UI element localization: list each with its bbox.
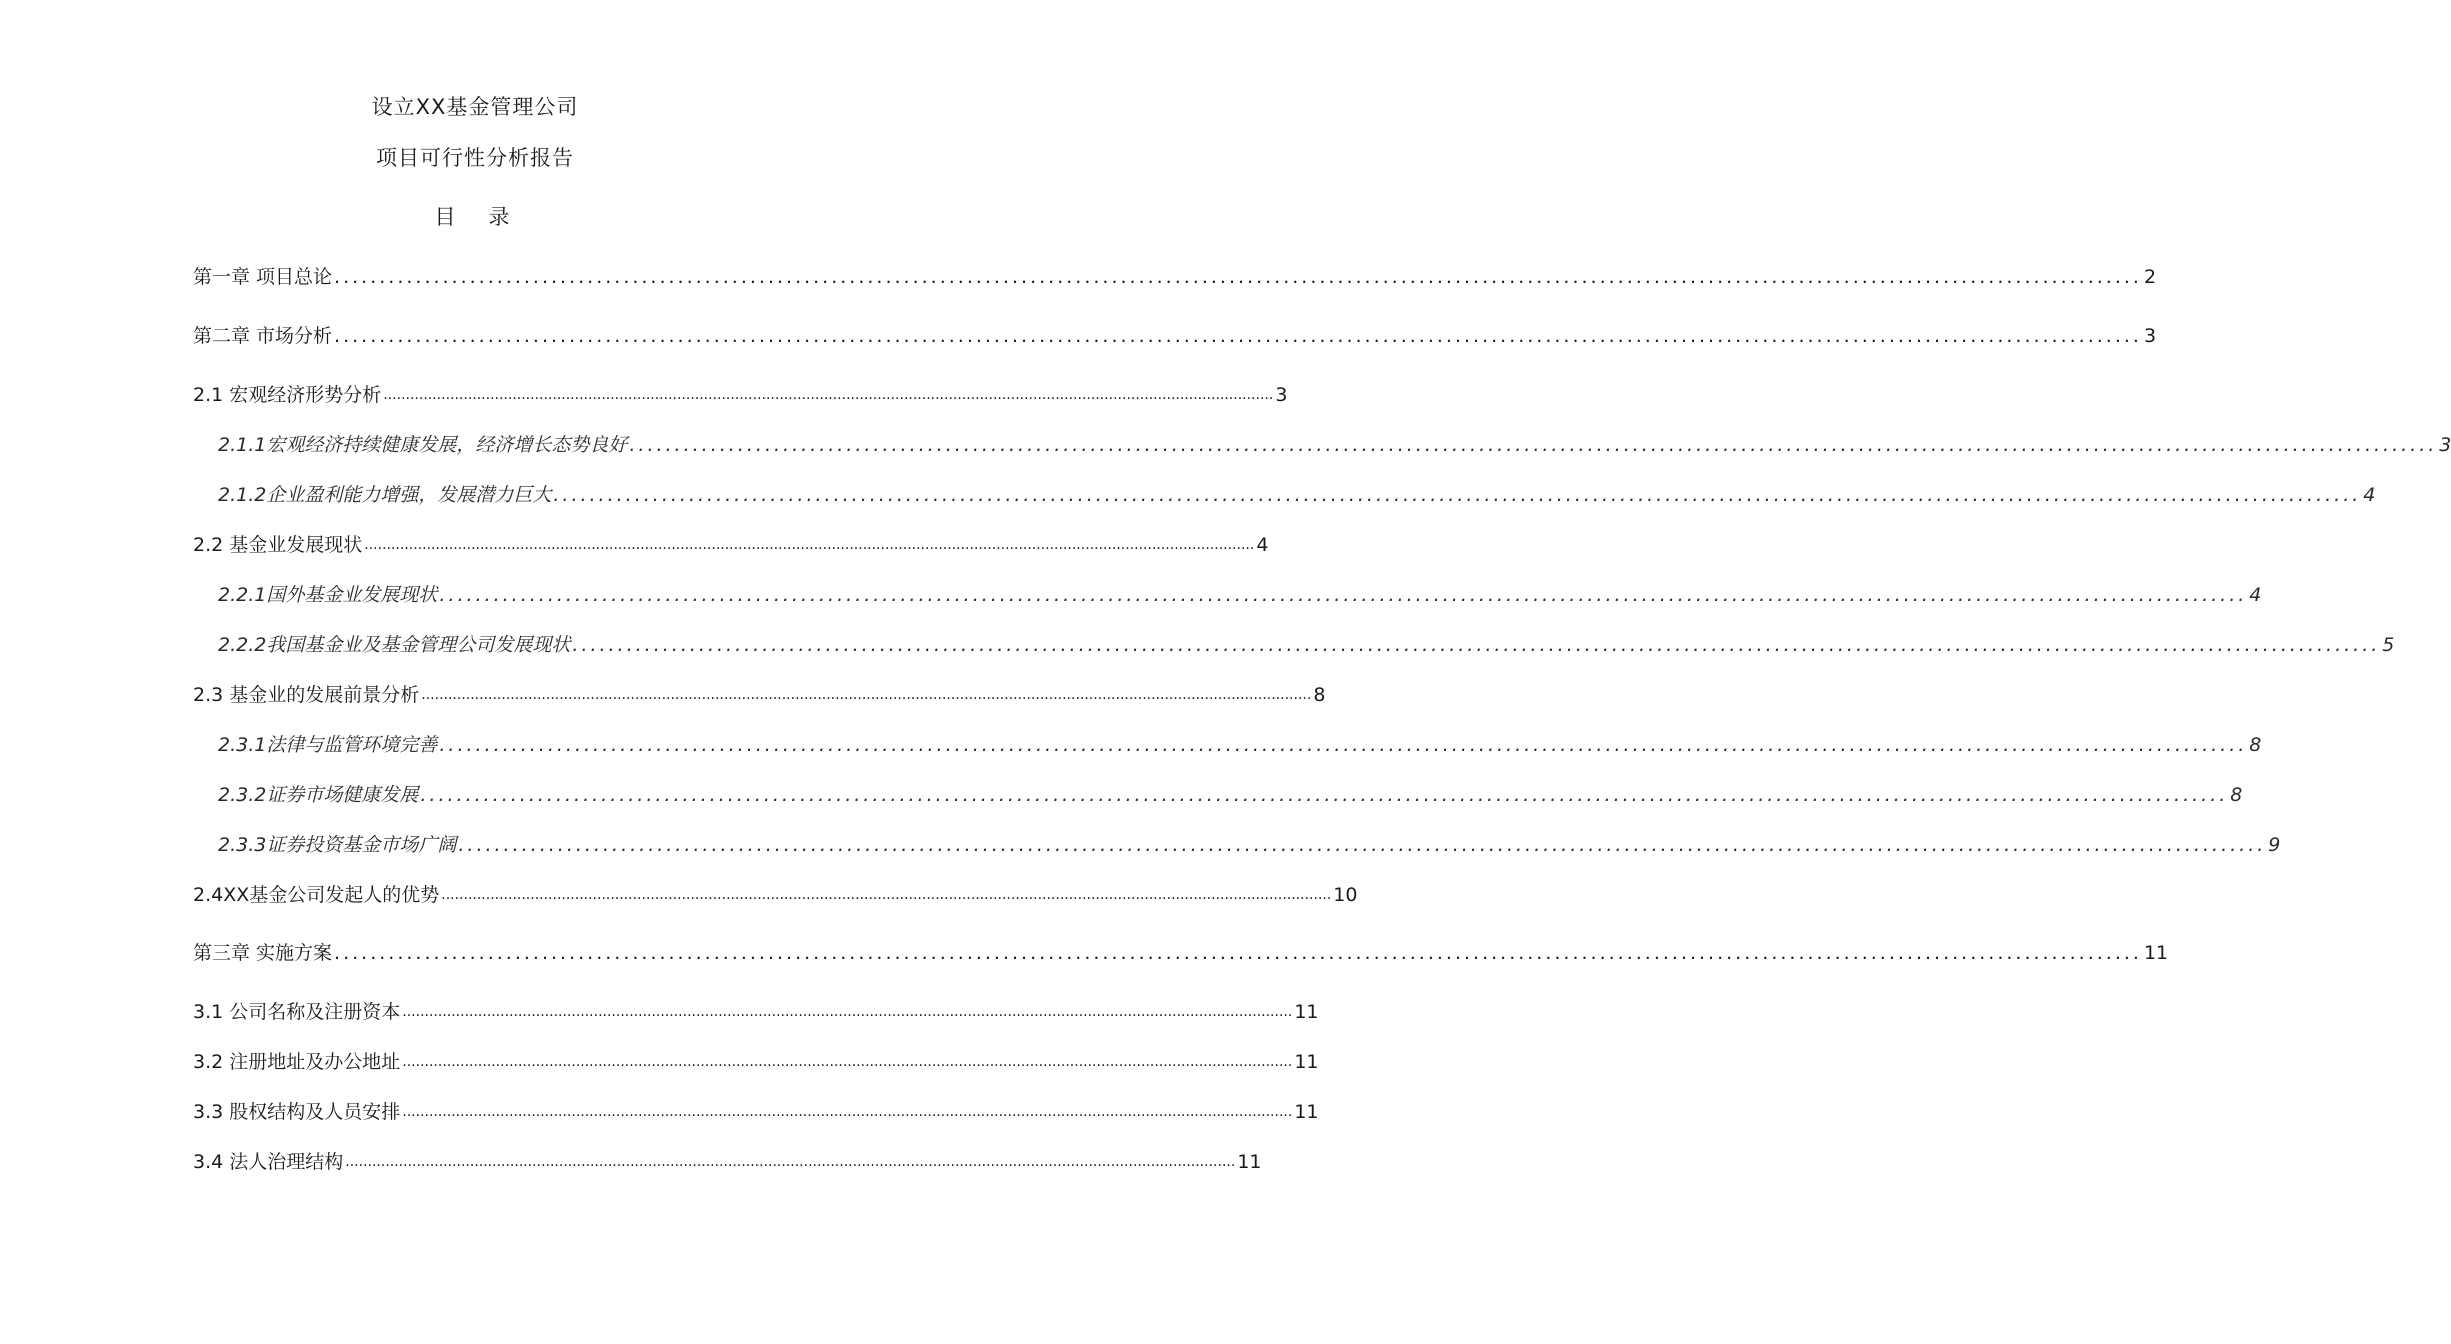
toc-dot-leader: ........................................................................................................................................................................................................ <box>334 266 2142 288</box>
toc-entry-title: 第二章 市场分析 <box>193 325 333 347</box>
toc-entry-title: 2.1.2企业盈利能力增强，发展潜力巨大 <box>218 484 552 506</box>
toc-entry-title: 2.2.1国外基金业发展现状 <box>218 584 438 606</box>
toc-entry[interactable] <box>218 730 2262 760</box>
toc-entry[interactable] <box>193 1047 1319 1077</box>
toc-entry-title: 2.1.1宏观经济持续健康发展，经济增长态势良好 <box>218 434 628 456</box>
toc-entry-title: 2.3.1法律与监管环境完善 <box>218 734 438 756</box>
toc-entry-title: 3.4 法人治理结构 <box>193 1151 344 1173</box>
toc-page-number: 11 <box>2143 942 2169 964</box>
document-title-line2: 项目可行性分析报告 <box>376 146 574 170</box>
toc-page-number: 3 <box>2143 325 2157 347</box>
toc-page-number: 11 <box>1237 1151 1262 1173</box>
toc-dot-leader: ........................................................................................................................................................................................................ <box>345 1154 1236 1170</box>
toc-dot-leader: ........................................................................................................................................................................................................ <box>402 1104 1293 1120</box>
toc-dot-leader: ........................................................................................................................................................................................................ <box>441 887 1332 903</box>
toc-dot-leader: ........................................................................................................................................................................................................ <box>402 1054 1293 1070</box>
toc-dot-leader: ........................................................................................................................................................................................................ <box>334 942 2142 964</box>
toc-entry[interactable] <box>218 580 2262 610</box>
toc-entry-title: 2.3 基金业的发展前景分析 <box>193 684 420 706</box>
toc-entry-title: 3.1 公司名称及注册资本 <box>193 1001 401 1023</box>
toc-page-number: 9 <box>2268 834 2281 856</box>
toc-entry[interactable] <box>218 480 2376 510</box>
toc-page-number: 3 <box>2439 434 2451 456</box>
toc-entry-title: 2.4XX基金公司发起人的优势 <box>193 884 440 906</box>
toc-page-number: 2 <box>2143 266 2157 288</box>
toc-entry-title: 2.1 宏观经济形势分析 <box>193 384 382 406</box>
toc-entry[interactable] <box>193 680 1326 710</box>
toc-entry[interactable] <box>218 430 2451 460</box>
toc-page-number: 4 <box>2363 484 2376 506</box>
toc-entry[interactable] <box>193 997 1319 1027</box>
toc-dot-leader: ........................................................................................................................................................................................................ <box>629 434 2438 456</box>
toc-entry[interactable] <box>218 780 2243 810</box>
toc-dot-leader: ........................................................................................................................................................................................................ <box>364 537 1255 553</box>
toc-page-number: 11 <box>1294 1101 1319 1123</box>
toc-dot-leader: ........................................................................................................................................................................................................ <box>383 387 1274 403</box>
toc-page-number: 11 <box>1294 1001 1319 1023</box>
toc-entry-title: 2.3.2证券市场健康发展 <box>218 784 419 806</box>
toc-heading: 目 录 <box>434 205 516 229</box>
toc-entry-title: 第一章 项目总论 <box>193 266 333 288</box>
toc-dot-leader: ........................................................................................................................................................................................................ <box>334 325 2142 347</box>
toc-entry-title: 2.2.2我国基金业及基金管理公司发展现状 <box>218 634 571 656</box>
toc-page-number: 4 <box>1256 534 1269 556</box>
toc-page-number: 10 <box>1333 884 1358 906</box>
toc-entry[interactable] <box>193 880 1358 910</box>
toc-entry[interactable] <box>193 530 1269 560</box>
toc-dot-leader: ........................................................................................................................................................................................................ <box>458 834 2267 856</box>
toc-dot-leader: ........................................................................................................................................................................................................ <box>439 584 2248 606</box>
toc-page-number: 8 <box>2249 734 2262 756</box>
toc-dot-leader: ........................................................................................................................................................................................................ <box>402 1004 1293 1020</box>
toc-dot-leader: ........................................................................................................................................................................................................ <box>439 734 2248 756</box>
toc-entry-title: 第三章 实施方案 <box>193 942 333 964</box>
document-title-line1: 设立XX基金管理公司 <box>371 95 579 119</box>
toc-page-number: 8 <box>1313 684 1326 706</box>
toc-dot-leader: ........................................................................................................................................................................................................ <box>420 784 2229 806</box>
toc-entry-title: 2.3.3证券投资基金市场广阔 <box>218 834 457 856</box>
toc-page-number: 3 <box>1275 384 1288 406</box>
toc-page-number: 5 <box>2382 634 2395 656</box>
toc-dot-leader: ........................................................................................................................................................................................................ <box>421 687 1312 703</box>
toc-entry-title: 3.3 股权结构及人员安排 <box>193 1101 401 1123</box>
toc-entry[interactable] <box>193 321 2157 351</box>
toc-entry-title: 2.2 基金业发展现状 <box>193 534 363 556</box>
toc-entry-title: 3.2 注册地址及办公地址 <box>193 1051 401 1073</box>
toc-entry[interactable] <box>218 630 2395 660</box>
toc-entry[interactable] <box>218 830 2281 860</box>
toc-entry[interactable] <box>193 380 1288 410</box>
toc-dot-leader: ........................................................................................................................................................................................................ <box>572 634 2381 656</box>
toc-page-number: 4 <box>2249 584 2262 606</box>
toc-page-number: 11 <box>1294 1051 1319 1073</box>
toc-entry[interactable] <box>193 1147 1262 1177</box>
toc-entry[interactable] <box>193 938 2169 968</box>
toc-dot-leader: ........................................................................................................................................................................................................ <box>553 484 2362 506</box>
toc-entry[interactable] <box>193 262 2157 292</box>
toc-entry[interactable] <box>193 1097 1319 1127</box>
toc-page-number: 8 <box>2230 784 2243 806</box>
